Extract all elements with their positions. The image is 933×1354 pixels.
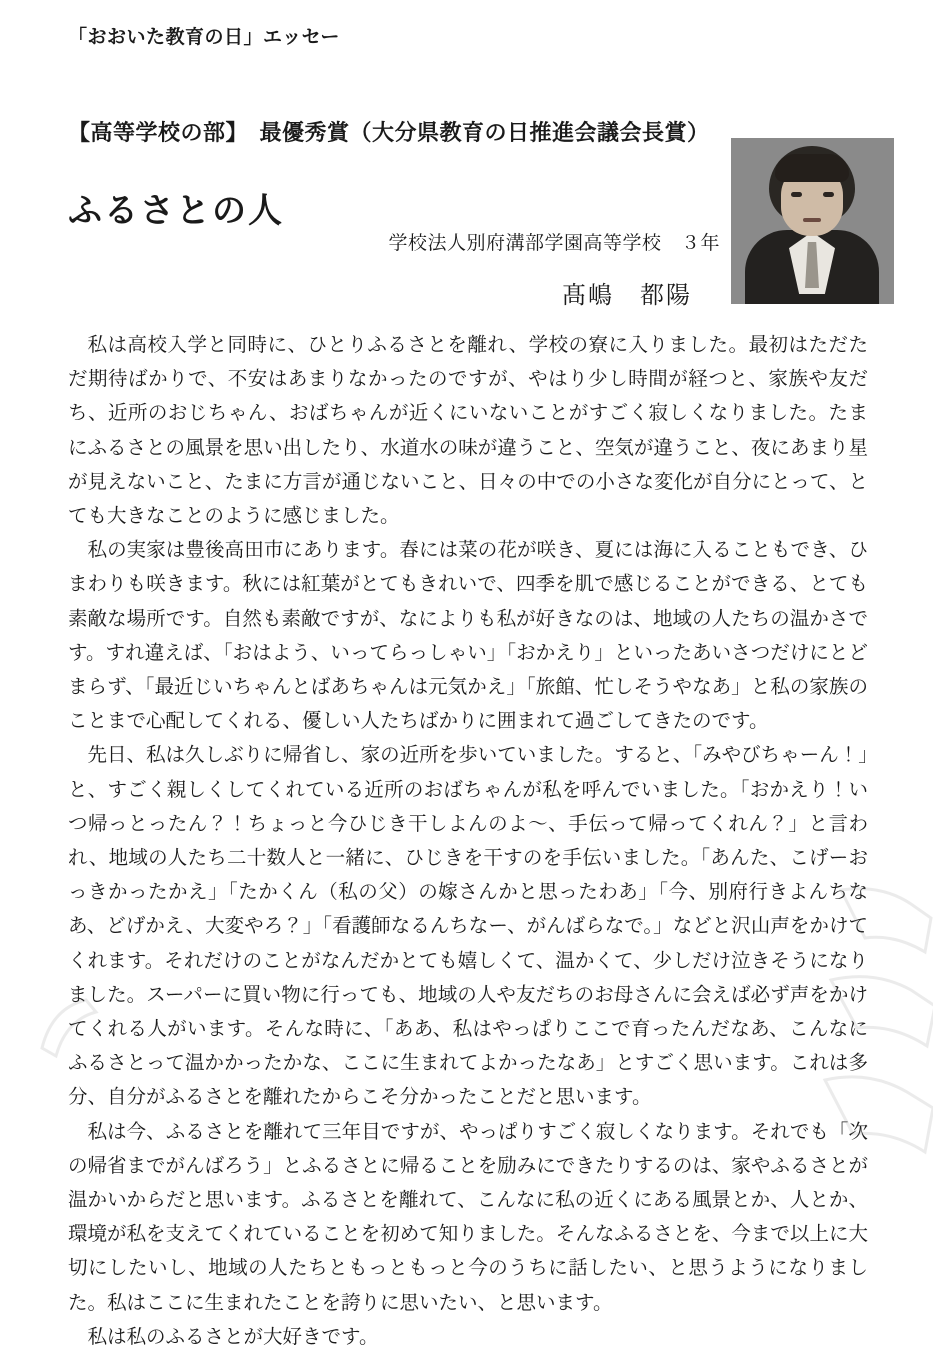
portrait-fringe [775, 154, 849, 182]
portrait-eye-left [791, 192, 802, 197]
byline-school: 学校法人別府溝部学園高等学校 ３年 [388, 232, 720, 254]
portrait-mouth [803, 218, 821, 222]
essay-paragraph: 私は私のふるさとが大好きです。 [87, 1324, 379, 1348]
page-title: ふるさとの人 [68, 190, 284, 231]
award-line: 【高等学校の部】 最優秀賞（大分県教育の日推進会議会長賞） [68, 121, 710, 146]
running-head: 「おおいた教育の日」エッセー [68, 26, 340, 48]
essay-paragraph: 私の実家は豊後高田市にあります。春には菜の花が咲き、夏には海に入ることもでき、ひまわりも咲きます。秋には紅葉がとてもきれいで、四季を肌で感じることができる、とても素敵な場所です。自然も素敵ですが、なによりも私が好きなのは、地域の人たちの温かさです。すれ違えば、「おはよう、いってらっしゃい」「おかえり」といったあいさつだけにとどまらず、「最近じいちゃんとばあちゃんは元気かえ」「旅館、忙しそうやなあ」と私の家族のことまで心配してくれる、優しい人たちばかりに囲まれて過ごしてきたのです。 [68, 538, 868, 733]
essay-paragraph: 私は今、ふるさとを離れて三年目ですが、やっぱりすごく寂しくなります。それでも「次の帰省までがんばろう」とふるさとに帰ることを励みにできたりするのは、家やふるさとが温かいからだと思います。ふるさとを離れて、こんなに私の近くにある風景とか、人とか、環境が私を支えてくれていることを初めて知りました。そんなふるさとを、今まで以上に大切にしたいし、地域の人たちともっともっと今のうちに話したい、と思うようになりました。私はここに生まれたことを誇りに思いたい、と思います。 [68, 1119, 868, 1314]
essay-paragraph: 先日、私は久しぶりに帰省し、家の近所を歩いていました。すると、「みやびちゃーん！」と、すごく親しくしてくれている近所のおばちゃんが私を呼んでいました。「おかえり！いつ帰っとったん？！ちょっと今ひじき干しよんのよ〜、手伝って帰ってくれん？」と言われ、地域の人たち二十数人と一緒に、ひじきを干すのを手伝いました。「あんた、こげーおっきかったかえ」「たかくん（私の父）の嫁さんかと思ったわあ」「今、別府行きよんちなあ、どげかえ、大変やろ？」「看護師なるんちなー、がんばらなで。」などと沢山声をかけてくれます。それだけのことがなんだかとても嬉しくて、温かくて、少しだけ泣きそうになりました。スーパーに買い物に行っても、地域の人や友だちのお母さんに会えば必ず声をかけてくれる人がいます。そんな時に、「ああ、私はやっぱりここで育ったんだなあ、こんなにふるさとって温かかったかな、ここに生まれてよかったなあ」とすごく思います。これは多分、自分がふるさとを離れたからこそ分かったことだと思います。 [68, 743, 868, 1109]
author-portrait-photo [731, 138, 894, 304]
essay-body [68, 328, 868, 1354]
portrait-eye-right [823, 192, 834, 197]
byline-author: 髙嶋 都陽 [562, 281, 692, 309]
byline [330, 228, 720, 310]
essay-paragraph: 私は高校入学と同時に、ひとりふるさとを離れ、学校の寮に入りました。最初はただただ期待ばかりで、不安はあまりなかったのですが、やはり少し時間が経つと、家族や友だち、近所のおじちゃん、おばちゃんが近くにいないことがすごく寂しくなりました。たまにふるさとの風景を思い出したり、水道水の味が違うこと、空気が違うこと、夜にあまり星が見えないこと、たまに方言が通じないこと、日々の中での小さな変化が自分にとって、とても大きなことのように感じました。 [68, 333, 868, 528]
